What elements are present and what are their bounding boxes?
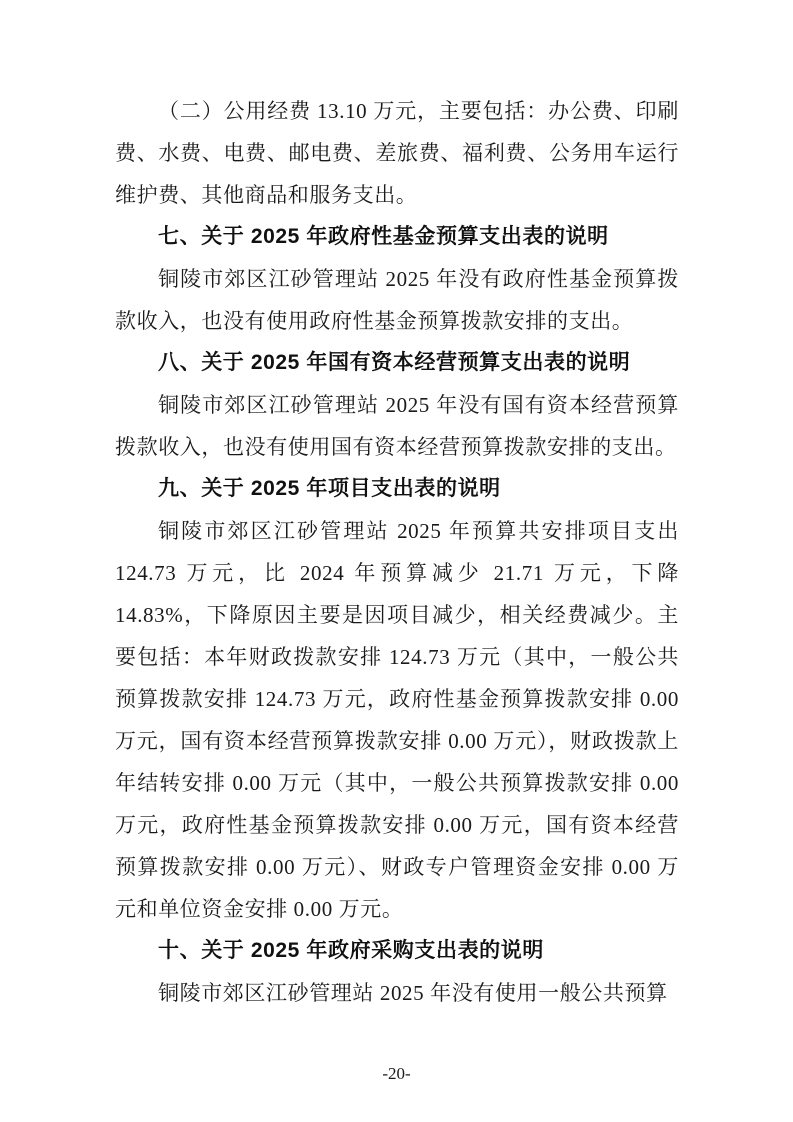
heading-section-10-govt-procurement: 十、关于 2025 年政府采购支出表的说明	[158, 939, 544, 962]
heading-section-7-govt-fund-budget: 七、关于 2025 年政府性基金预算支出表的说明	[158, 225, 609, 248]
paragraph-public-expense: （二）公用经费 13.10 万元，主要包括：办公费、印刷费、水费、电费、邮电费、差旅费、福利费、公务用车运行维护费、其他商品和服务支出。	[115, 99, 679, 207]
heading-section-9-project-expenditure: 九、关于 2025 年项目支出表的说明	[158, 477, 501, 500]
paragraph-section-9-body: 铜陵市郊区江砂管理站 2025 年预算共安排项目支出 124.73 万元，比 2024 年预算减少 21.71 万元，下降 14.83%，下降原因主要是因项目减少，相关经费减少。主要包括：本年财政拨款安排 124.73 万元（其中，一般公共预算拨款安排 124.73 万元，政府性基金预算拨款安排 0.00 万元，国有资本经营预算拨款安排 0.00 万元），财政拨款上年结转安排 0.00 万元（其中，一般公共预算拨款安排 0.00 万元，政府性基金预算拨款安排 0.00 万元，国有资本经营预算拨款安排 0.00 万元）、财政专户管理资金安排 0.00 万元和单位资金安排 0.00 万元。	[115, 519, 679, 921]
paragraph-section-7-body: 铜陵市郊区江砂管理站 2025 年没有政府性基金预算拨款收入，也没有使用政府性基金预算拨款安排的支出。	[115, 267, 679, 333]
paragraph-section-10-body: 铜陵市郊区江砂管理站 2025 年没有使用一般公共预算	[158, 981, 668, 1005]
heading-section-8-state-capital-budget: 八、关于 2025 年国有资本经营预算支出表的说明	[158, 351, 631, 374]
page-number: -20-	[382, 1064, 411, 1083]
paragraph-section-8-body: 铜陵市郊区江砂管理站 2025 年没有国有资本经营预算拨款收入，也没有使用国有资本经营预算拨款安排的支出。	[115, 393, 679, 459]
document-body	[115, 90, 679, 1014]
